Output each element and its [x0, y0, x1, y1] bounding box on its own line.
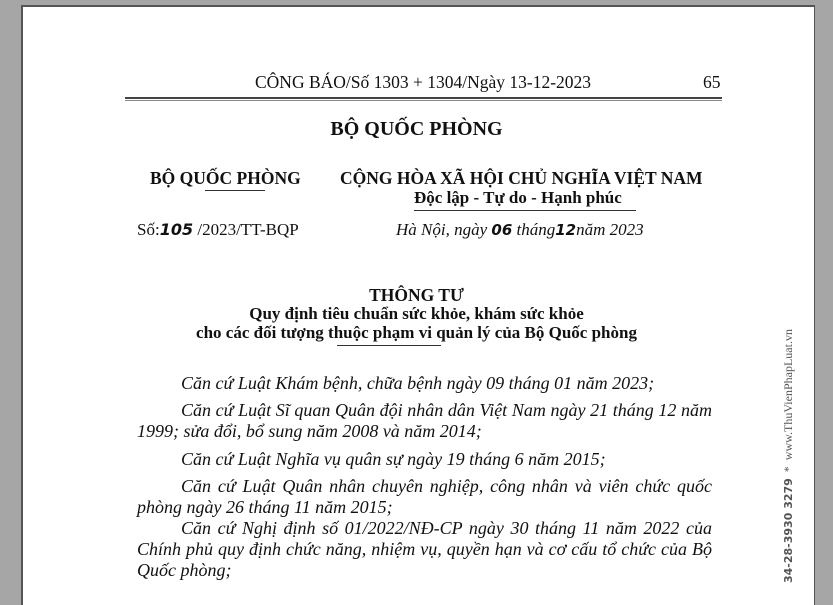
basis-text: Căn cứ Luật Khám bệnh, chữa bệnh ngày 09 tháng 01 năm 2023; — [181, 373, 655, 393]
ministry-heading: BỘ QUỐC PHÒNG — [330, 118, 503, 140]
issue-date — [396, 220, 644, 240]
basis-text: Căn cứ Luật Sĩ quan Quân đội nhân dân Việt Nam ngày 21 tháng 12 năm 1999; sửa đổi, bổ sung năm 2008 và năm 2014; — [137, 400, 712, 441]
basis-paragraph — [137, 518, 712, 581]
subject-line-2: cho các đối tượng thuộc phạm vi quản lý của Bộ Quốc phòng — [196, 323, 637, 342]
basis-paragraph — [137, 449, 712, 470]
motto-underline — [414, 210, 636, 211]
date-month: 12 — [555, 221, 577, 239]
subject-line-1: Quy định tiêu chuẩn sức khỏe, khám sức khỏe — [249, 304, 584, 323]
watermark-phone: 34-28-3930 3279 — [782, 478, 795, 583]
watermark-site: www.ThuVienPhapLuat.vn — [781, 329, 795, 461]
document-number — [137, 220, 299, 240]
date-text: năm 2023 — [576, 220, 644, 239]
issuer-name: BỘ QUỐC PHÒNG — [150, 168, 301, 188]
basis-paragraph — [137, 400, 712, 442]
national-motto: Độc lập - Tự do - Hạnh phúc — [414, 188, 622, 207]
watermark — [781, 329, 796, 583]
page-number: 65 — [703, 72, 721, 92]
date-day: 06 — [491, 221, 513, 239]
subject-underline — [337, 345, 441, 346]
date-text: Hà Nội, ngày — [396, 220, 492, 239]
basis-text: Căn cứ Luật Nghĩa vụ quân sự ngày 19 tháng 6 năm 2015; — [181, 449, 606, 469]
issuer-underline — [205, 190, 265, 191]
basis-text: Căn cứ Nghị định số 01/2022/NĐ-CP ngày 30 tháng 11 năm 2022 của Chính phủ quy định chức năng, nhiệm vụ, quyền hạn và cơ cấu tổ chức của Bộ Quốc phòng; — [137, 518, 712, 580]
watermark-separator: * — [781, 466, 795, 473]
number-handwritten: 105 — [159, 220, 194, 239]
gazette-header: CÔNG BÁO/Số 1303 + 1304/Ngày 13-12-2023 — [255, 72, 592, 92]
header-rule — [125, 97, 722, 101]
document-type: THÔNG TƯ — [369, 285, 464, 305]
basis-text: Căn cứ Luật Quân nhân chuyên nghiệp, công nhân và viên chức quốc phòng ngày 26 tháng 11 năm 2015; — [137, 476, 712, 517]
basis-paragraph — [137, 476, 712, 518]
basis-paragraph — [137, 373, 712, 394]
national-title: CỘNG HÒA XÃ HỘI CHỦ NGHĨA VIỆT NAM — [340, 168, 703, 188]
date-text: tháng — [512, 220, 556, 239]
number-suffix: /2023/TT-BQP — [193, 220, 299, 239]
number-prefix: Số: — [137, 220, 160, 239]
